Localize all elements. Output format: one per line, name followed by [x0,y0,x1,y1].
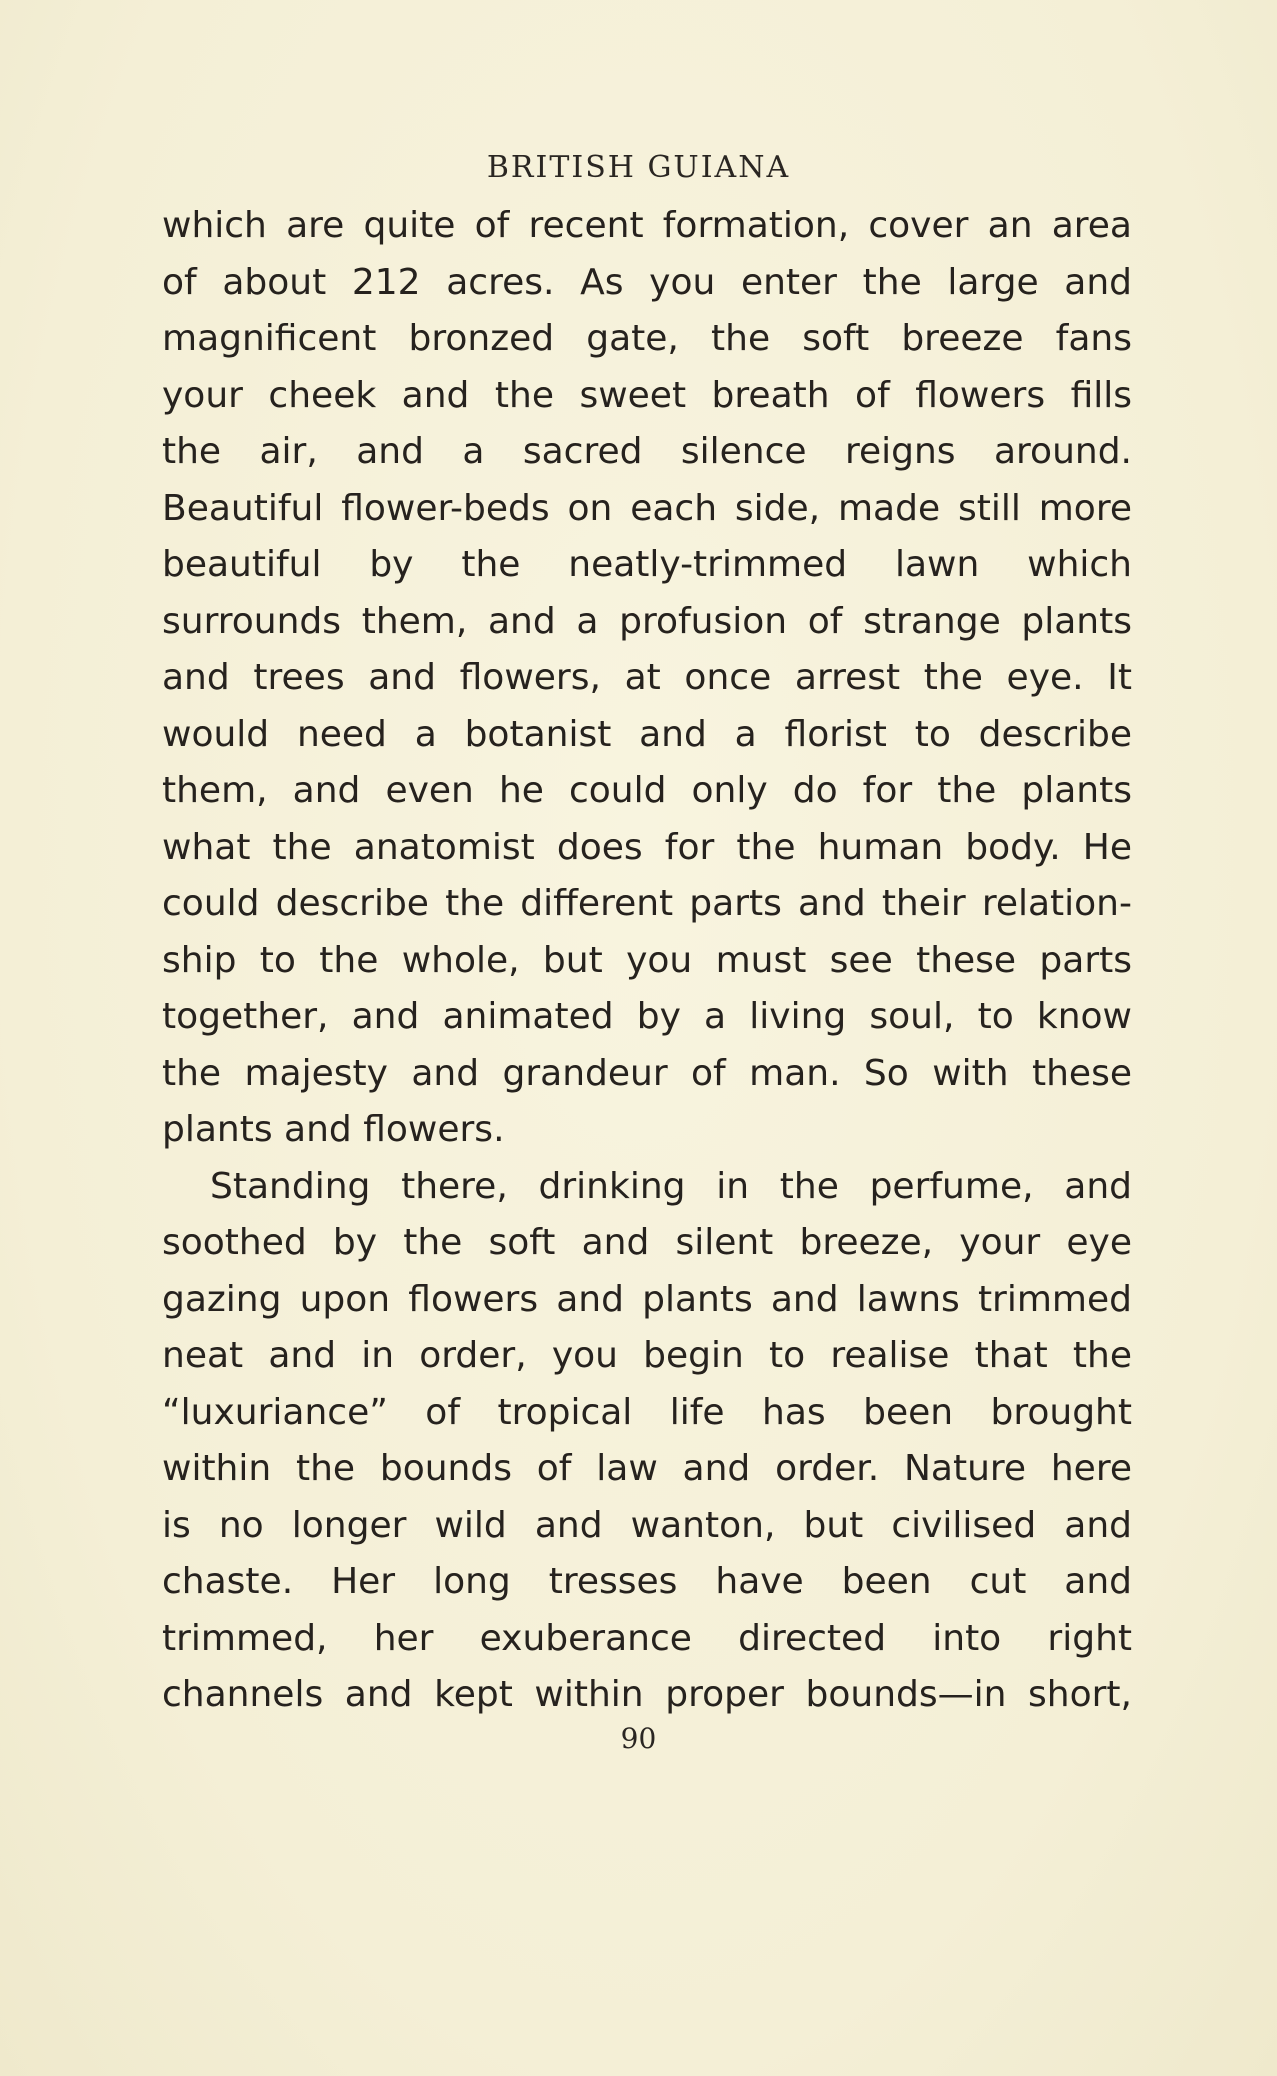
body-text [162,198,1132,1724]
text-line: “luxuriance” of tropical life has been brought [162,1391,1132,1433]
text-line: your cheek and the sweet breath of flowers fills [162,374,1132,416]
text-line: is no longer wild and wanton, but civilised and [162,1504,1132,1546]
text-line: soothed by the soft and silent breeze, your eye [162,1222,1132,1263]
text-line: within the bounds of law and order. Nature here [162,1448,1132,1489]
text-line: together, and animated by a living soul, to know [162,996,1132,1037]
running-head: BRITISH GUIANA [486,150,791,185]
text-line: gazing upon flowers and plants and lawns trimmed [162,1278,1132,1320]
text-line: plants and flowers. [162,1109,505,1150]
text-line: chaste. Her long tresses have been cut and [162,1561,1132,1602]
text-line: Beautiful flower-beds on each side, made still more [162,487,1132,529]
text-line: them, and even he could only do for the plants [162,770,1132,811]
text-line: could describe the different parts and their relation- [162,883,1132,924]
text-line: channels and kept within proper bounds—in short, [162,1674,1132,1715]
text-line: the majesty and grandeur of man. So with these [162,1052,1132,1094]
text-line: what the anatomist does for the human body. He [162,826,1132,868]
page-number: 90 [620,1722,657,1755]
text-line: the air, and a sacred silence reigns around. [162,431,1132,472]
text-line: neat and in order, you begin to realise that the [162,1335,1132,1376]
text-line: trimmed, her exuberance directed into right [162,1617,1132,1659]
text-line-paragraph-start: Standing there, drinking in the perfume, and [210,1165,1132,1207]
text-line: of about 212 acres. As you enter the large and [162,261,1132,303]
text-line: which are quite of recent formation, cover an area [162,205,1132,246]
text-line: would need a botanist and a florist to describe [162,713,1132,755]
text-line: magnificent bronzed gate, the soft breeze fans [162,318,1132,359]
text-line: ship to the whole, but you must see these parts [162,939,1132,981]
text-line: and trees and flowers, at once arrest the eye. It [162,657,1132,698]
text-line: surrounds them, and a profusion of strange plants [162,600,1132,642]
text-line: beautiful by the neatly-trimmed lawn which [162,544,1132,585]
